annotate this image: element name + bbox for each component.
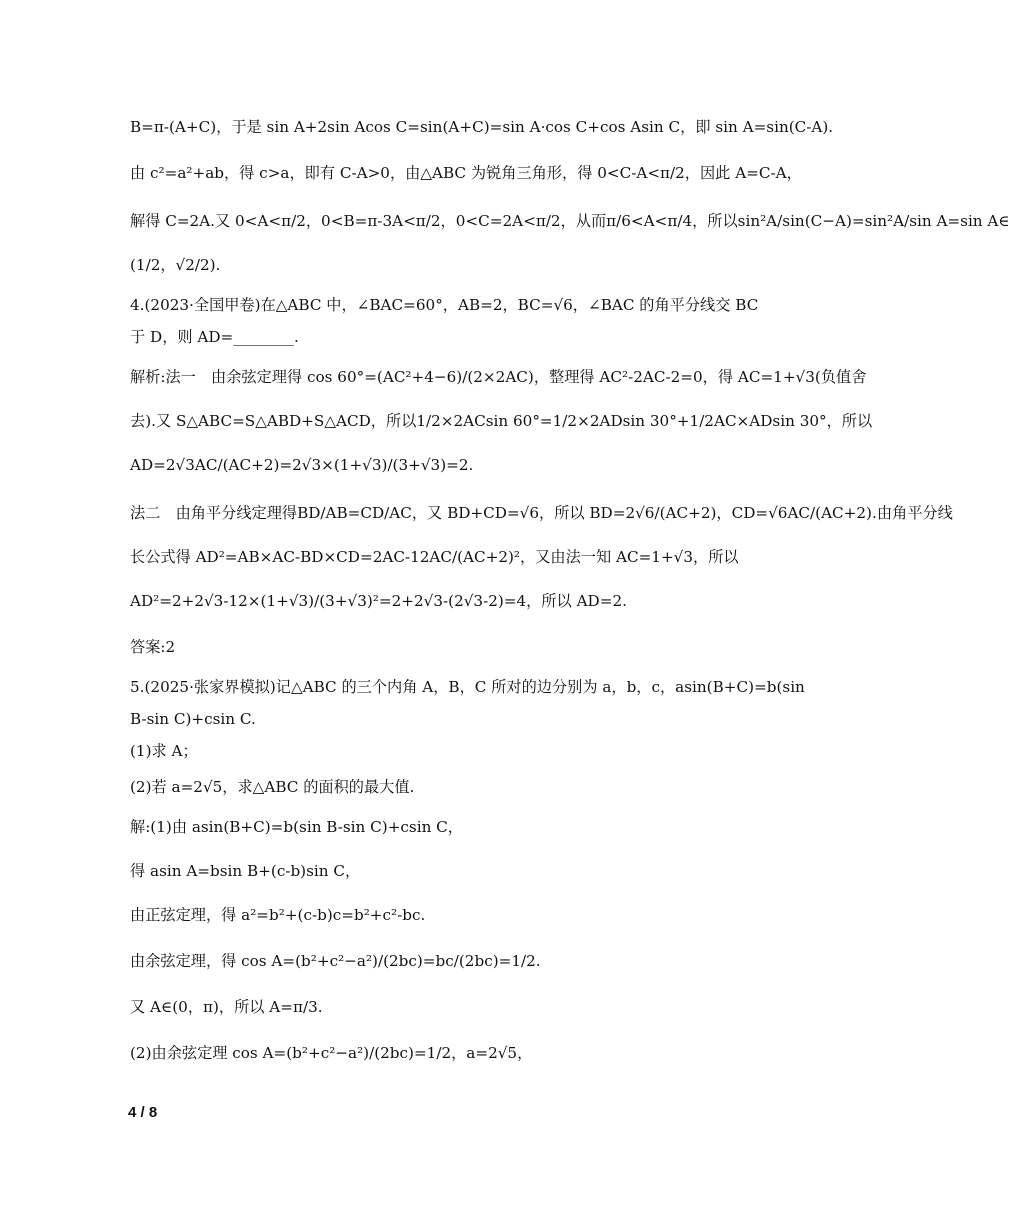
solution-line: 又 A∈(0，π)，所以 A=π/3. [130, 998, 323, 1016]
question-5-line: B-sin C)+csin C. [130, 710, 256, 728]
text-line: AD²=2+2√3-12×(1+√3)/(3+√3)²=2+2√3-(2√3-2)=4，所以 AD=2. [130, 592, 627, 610]
text-line: 解得 C=2A.又 0<A<π/2，0<B=π-3A<π/2，0<C=2A<π/2，从而π/6<A<π/4，所以sin²A/sin(C−A)=sin²A/sin A=sin A∈ [130, 212, 1010, 230]
question-5-part-1: (1)求 A； [130, 742, 198, 760]
question-4-line: 于 D，则 AD=________. [130, 328, 299, 346]
text-line: 长公式得 AD²=AB×AC-BD×CD=2AC-12AC/(AC+2)²，又由法一知 AC=1+√3，所以 [130, 548, 739, 566]
solution-line: 解:(1)由 asin(B+C)=b(sin B-sin C)+csin C， [130, 818, 463, 836]
question-5-line: 5.(2025·张家界模拟)记△ABC 的三个内角 A，B，C 所对的边分别为 a，b，c，asin(B+C)=b(sin [130, 678, 805, 696]
solution-line: (2)由余弦定理 cos A=(b²+c²−a²)/(2bc)=1/2，a=2√5， [130, 1044, 533, 1062]
text-line: 由 c²=a²+ab，得 c>a，即有 C-A>0，由△ABC 为锐角三角形，得 0<C-A<π/2，因此 A=C-A， [130, 164, 802, 182]
solution-method-2: 法二 由角平分线定理得BD/AB=CD/AC，又 BD+CD=√6，所以 BD=2√6/(AC+2)，CD=√6AC/(AC+2).由角平分线 [130, 504, 953, 522]
page-number: 4 / 8 [128, 1104, 158, 1121]
solution-line: 由正弦定理，得 a²=b²+(c-b)c=b²+c²-bc. [130, 906, 426, 924]
text-line: 去).又 S△ABC=S△ABD+S△ACD，所以1/2×2ACsin 60°=1/2×2ADsin 30°+1/2AC×ADsin 30°，所以 [130, 412, 873, 430]
solution-line: 由余弦定理，得 cos A=(b²+c²−a²)/(2bc)=bc/(2bc)=1/2. [130, 952, 541, 970]
question-5-part-2: (2)若 a=2√5，求△ABC 的面积的最大值. [130, 778, 415, 796]
answer-line: 答案:2 [130, 638, 176, 656]
text-line: (1/2，√2/2). [130, 256, 221, 274]
question-4-line: 4.(2023·全国甲卷)在△ABC 中，∠BAC=60°，AB=2，BC=√6，∠BAC 的角平分线交 BC [130, 296, 759, 314]
solution-line: 得 asin A=bsin B+(c-b)sin C， [130, 862, 361, 880]
solution-method-1: 解析:法一 由余弦定理得 cos 60°=(AC²+4−6)/(2×2AC)，整理得 AC²-2AC-2=0，得 AC=1+√3(负值舍 [130, 368, 867, 386]
text-line: B=π-(A+C)，于是 sin A+2sin Acos C=sin(A+C)=sin A·cos C+cos Asin C，即 sin A=sin(C-A). [130, 118, 834, 136]
text-line: AD=2√3AC/(AC+2)=2√3×(1+√3)/(3+√3)=2. [130, 456, 474, 474]
